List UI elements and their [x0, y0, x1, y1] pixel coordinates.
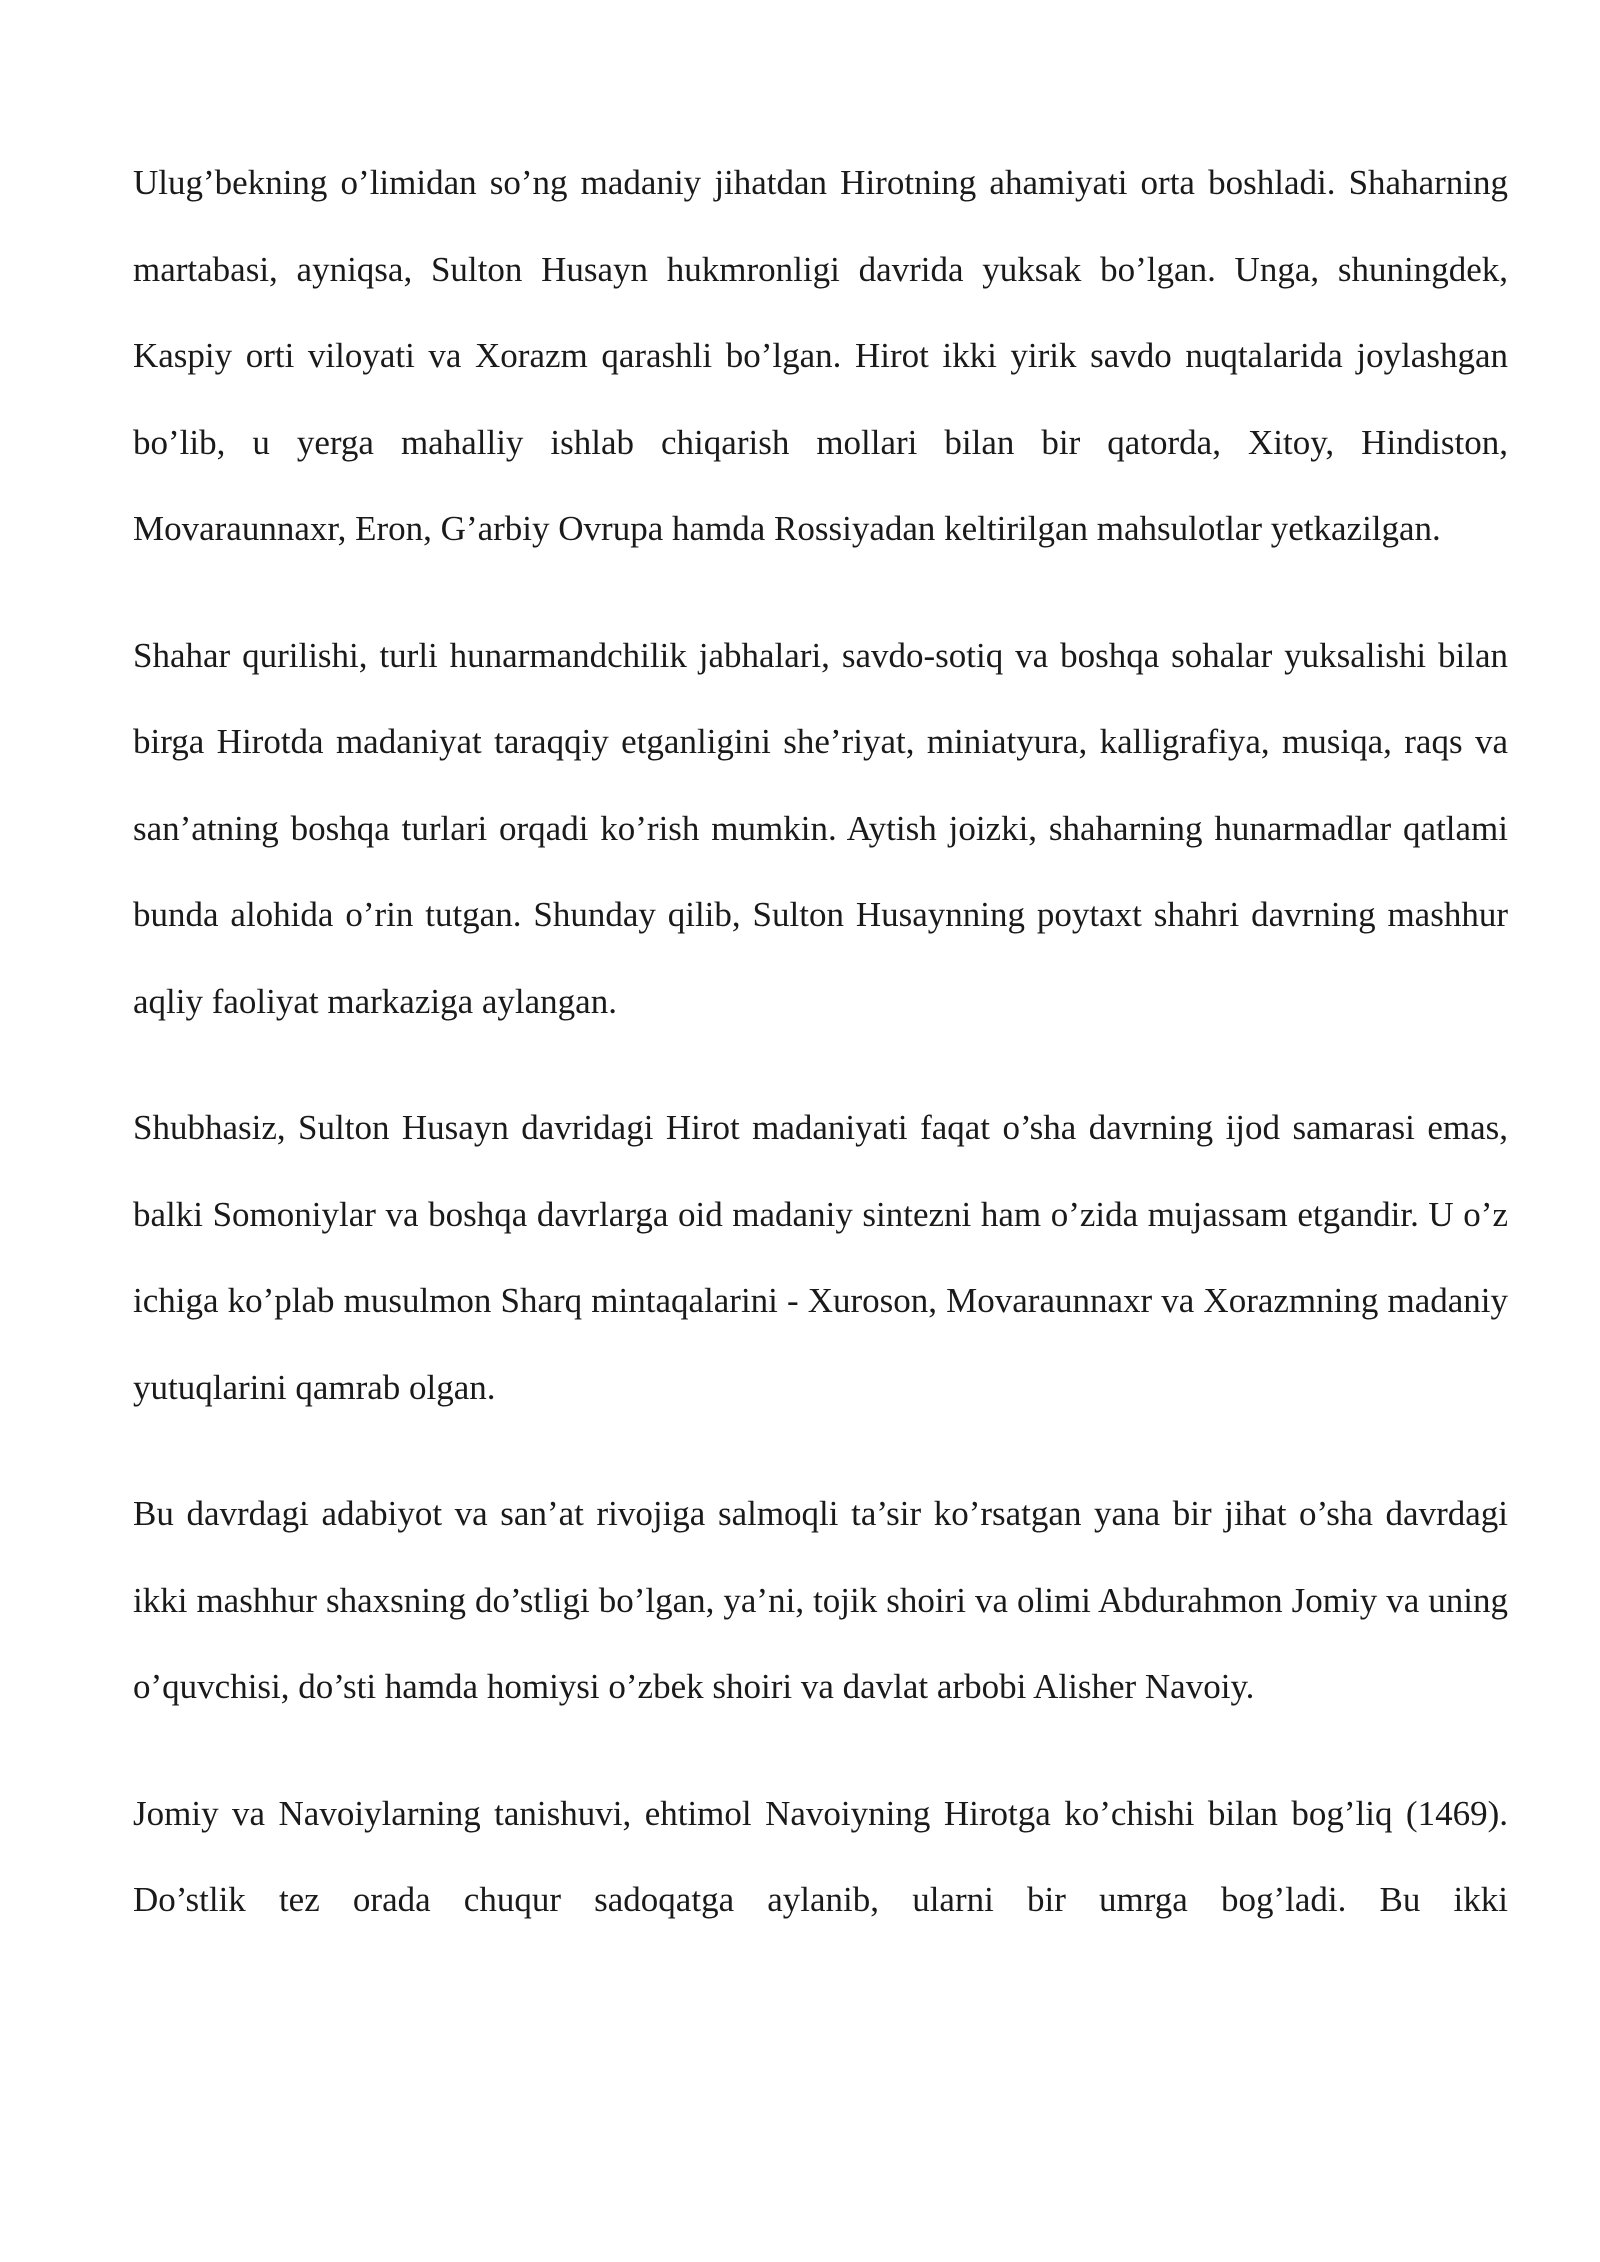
paragraph-1: Ulug’bekning o’limidan so’ng madaniy jihatdan Hirotning ahamiyati orta boshladi. Shaharning martabasi, ayniqsa, Sulton Husayn hukmronligi davrida yuksak bo’lgan. Unga, shuningdek, Kaspiy orti viloyati va Xorazm qarashli bo’lgan. Hirot ikki yirik savdo nuqtalarida joylashgan bo’lib, u yerga mahalliy ishlab chiqarish mollari bilan bir qatorda, Xitoy, Hindiston, Movaraunnaxr, Eron, G’arbiy Ovrupa hamda Rossiyadan keltirilgan mahsulotlar yetkazilgan. [133, 163, 1508, 548]
paragraph-2: Shahar qurilishi, turli hunarmandchilik jabhalari, savdo-sotiq va boshqa sohalar yuksalishi bilan birga Hirotda madaniyat taraqqiy etganligini she’riyat, miniatyura, kalligrafiya, musiqa, raqs va san’atning boshqa turlari orqadi ko’rish mumkin. Aytish joizki, shaharning hunarmadlar qatlami bunda alohida o’rin tutgan. Shunday qilib, Sulton Husaynning poytaxt shahri davrning mashhur aqliy faoliyat markaziga aylangan. [133, 635, 1508, 1021]
paragraph-3: Shubhasiz, Sulton Husayn davridagi Hirot madaniyati faqat o’sha davrning ijod samarasi emas, balki Somoniylar va boshqa davrlarga oid madaniy sintezni ham o’zida mujassam etgandir. U o’z ichiga ko’plab musulmon Sharq mintaqalarini - Xuroson, Movaraunnaxr va Xorazmning madaniy yutuqlarini qamrab olgan. [133, 1108, 1508, 1407]
body-text [133, 140, 1508, 1984]
paragraph-5: Jomiy va Navoiylarning tanishuvi, ehtimol Navoiyning Hirotga ko’chishi bilan bog’liq (1469). Do’stlik tez orada chuqur sadoqatga aylanib, ularni bir umrga bog’ladi. Bu ikki [133, 1793, 1508, 1919]
paragraph-4: Bu davrdagi adabiyot va san’at rivojiga salmoqli ta’sir ko’rsatgan yana bir jihat o’sha davrdagi ikki mashhur shaxsning do’stligi bo’lgan, ya’ni, tojik shoiri va olimi Abdurahmon Jomiy va uning o’quvchisi, do’sti hamda homiysi o’zbek shoiri va davlat arbobi Alisher Navoiy. [133, 1494, 1508, 1706]
